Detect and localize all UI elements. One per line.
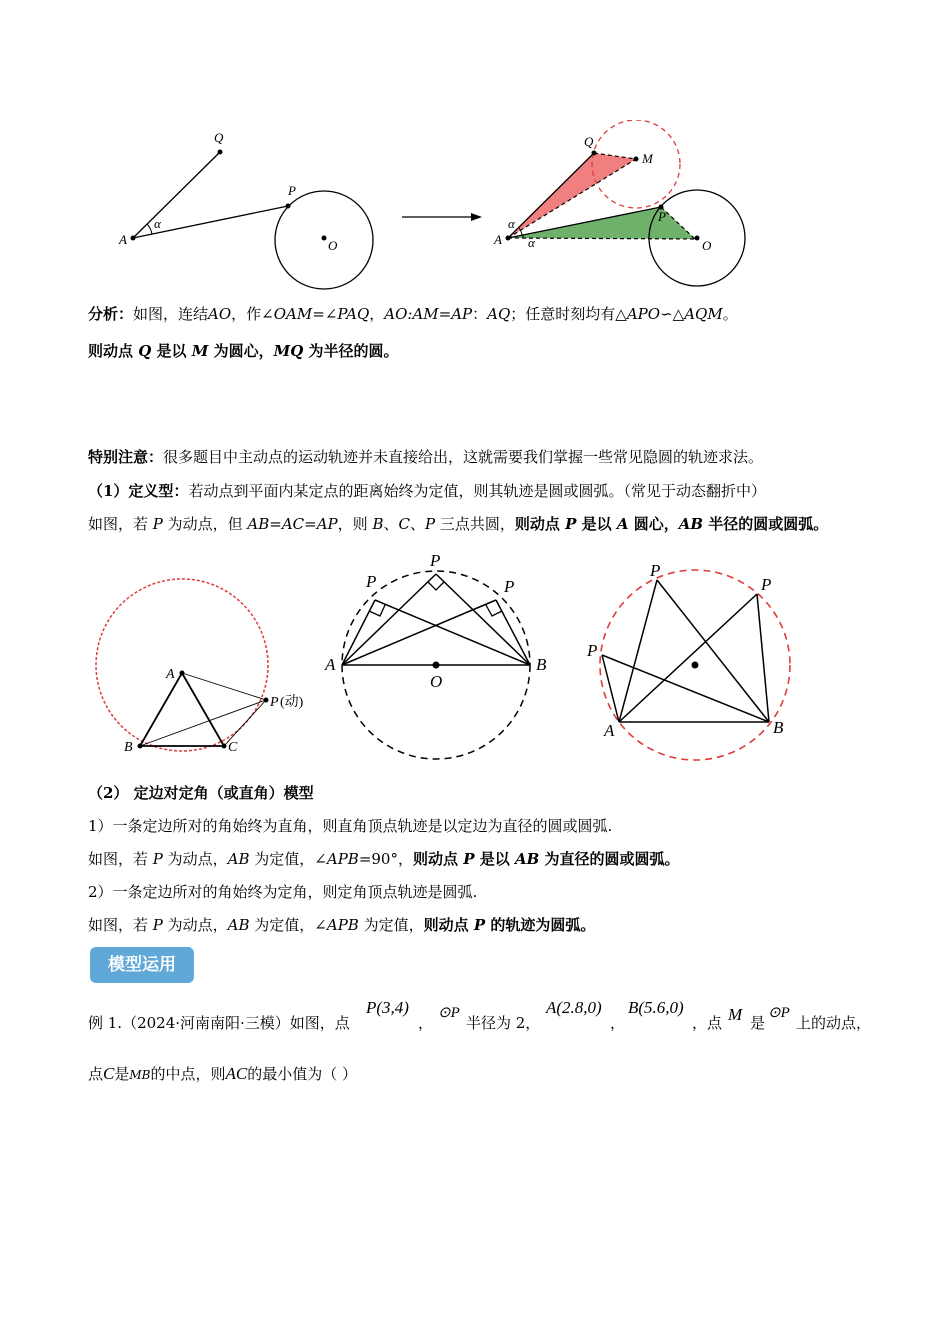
example-comma-1: ， xyxy=(418,1014,434,1032)
label-P: P xyxy=(288,183,296,198)
example-comma-3: ，点 xyxy=(692,1014,723,1032)
example-line-2: 点C是MB的中点，则AC的最小值为（ ） xyxy=(88,1064,358,1083)
section-badge: 模型运用 xyxy=(90,947,194,983)
type2-heading: （2） 定边对定角（或直角）模型 xyxy=(88,784,314,802)
example-moving: 上的动点， xyxy=(796,1014,872,1032)
c3-label-P-top: P xyxy=(650,561,661,580)
label-P2: P xyxy=(658,209,666,224)
example-is: 是 xyxy=(750,1014,766,1032)
label-A2: A xyxy=(494,232,502,247)
c3-label-P-right: P xyxy=(761,575,772,594)
c3-label-A: A xyxy=(604,721,615,740)
conclusion-line: 则动点 Q 是以 M 为圆心，MQ 为半径的圆。 xyxy=(88,342,399,360)
example-radius: 半径为 2， xyxy=(466,1014,541,1032)
c1-label-B: B xyxy=(124,740,133,755)
c2-label-A: A xyxy=(325,655,336,674)
c3-label-P-left: P xyxy=(587,641,598,660)
c2-label-P-top: P xyxy=(430,551,441,570)
label-alpha: α xyxy=(154,216,161,231)
example-point-B: B(5.6,0) xyxy=(628,998,684,1017)
rule1-line: 1）一条定边所对的角始终为直角，则直角顶点轨迹是以定边为直径的圆或圆弧. xyxy=(88,817,613,835)
c1-label-A: A xyxy=(166,667,175,682)
rule2-line: 2）一条定边所对的角始终为定角，则定角顶点轨迹是圆弧. xyxy=(88,883,478,901)
label-O2: O xyxy=(702,238,712,253)
example-point-M: M xyxy=(728,1005,743,1024)
figure-hidden-circles xyxy=(90,548,810,768)
example-point-A: A(2.8,0) xyxy=(546,998,602,1017)
example-circle-P2: ⊙P xyxy=(768,1005,790,1021)
example-point-P: P(3,4) xyxy=(366,998,409,1017)
analysis-line: 分析：如图，连结AO，作∠OAM=∠PAQ，AO:AM=AP：AQ；任意时刻均有△APO∽△AQM。 xyxy=(88,305,738,323)
label-alpha2a: α xyxy=(508,216,515,231)
label-Q2: Q xyxy=(584,134,594,149)
rule2-example-line: 如图，若 P 为动点，AB 为定值，∠APB 为定值，则动点 P 的轨迹为圆弧。 xyxy=(88,916,596,934)
c1-label-C: C xyxy=(228,740,238,755)
example-circle-P: ⊙P xyxy=(438,1005,460,1021)
label-M2: M xyxy=(642,151,653,166)
figure-rotation-similarity xyxy=(110,120,770,290)
label-A: A xyxy=(119,232,127,247)
example-line-1: 例 1.（2024·河南南阳·三模）如图，点 xyxy=(88,1014,350,1032)
label-O: O xyxy=(328,238,338,253)
c2-label-B: B xyxy=(536,655,547,674)
label-Q: Q xyxy=(214,130,224,145)
rule1-example-line: 如图，若 P 为动点，AB 为定值，∠APB=90°，则动点 P 是以 AB 为直径的圆或圆弧。 xyxy=(88,850,680,868)
c2-label-P-left: P xyxy=(366,572,377,591)
c2-label-O: O xyxy=(430,672,443,691)
type1-example-line: 如图，若 P 为动点，但 AB=AC=AP，则 B、C、P 三点共圆，则动点 P 是以 A 圆心，AB 半径的圆或圆弧。 xyxy=(88,515,829,533)
c1-label-dyn: (动) xyxy=(280,695,304,710)
c2-label-P-right: P xyxy=(504,577,515,596)
label-alpha2b: α xyxy=(528,235,535,250)
c1-label-P: P xyxy=(270,695,279,710)
type1-line: （1）定义型：若动点到平面内某定点的距离始终为定值，则其轨迹是圆或圆弧。（常见于动态翻折中） xyxy=(88,482,766,500)
example-comma-2: ， xyxy=(610,1014,626,1032)
note-line: 特别注意：很多题目中主动点的运动轨迹并未直接给出，这就需要我们掌握一些常见隐圆的轨迹求法。 xyxy=(88,448,764,466)
c3-label-B: B xyxy=(773,718,784,737)
